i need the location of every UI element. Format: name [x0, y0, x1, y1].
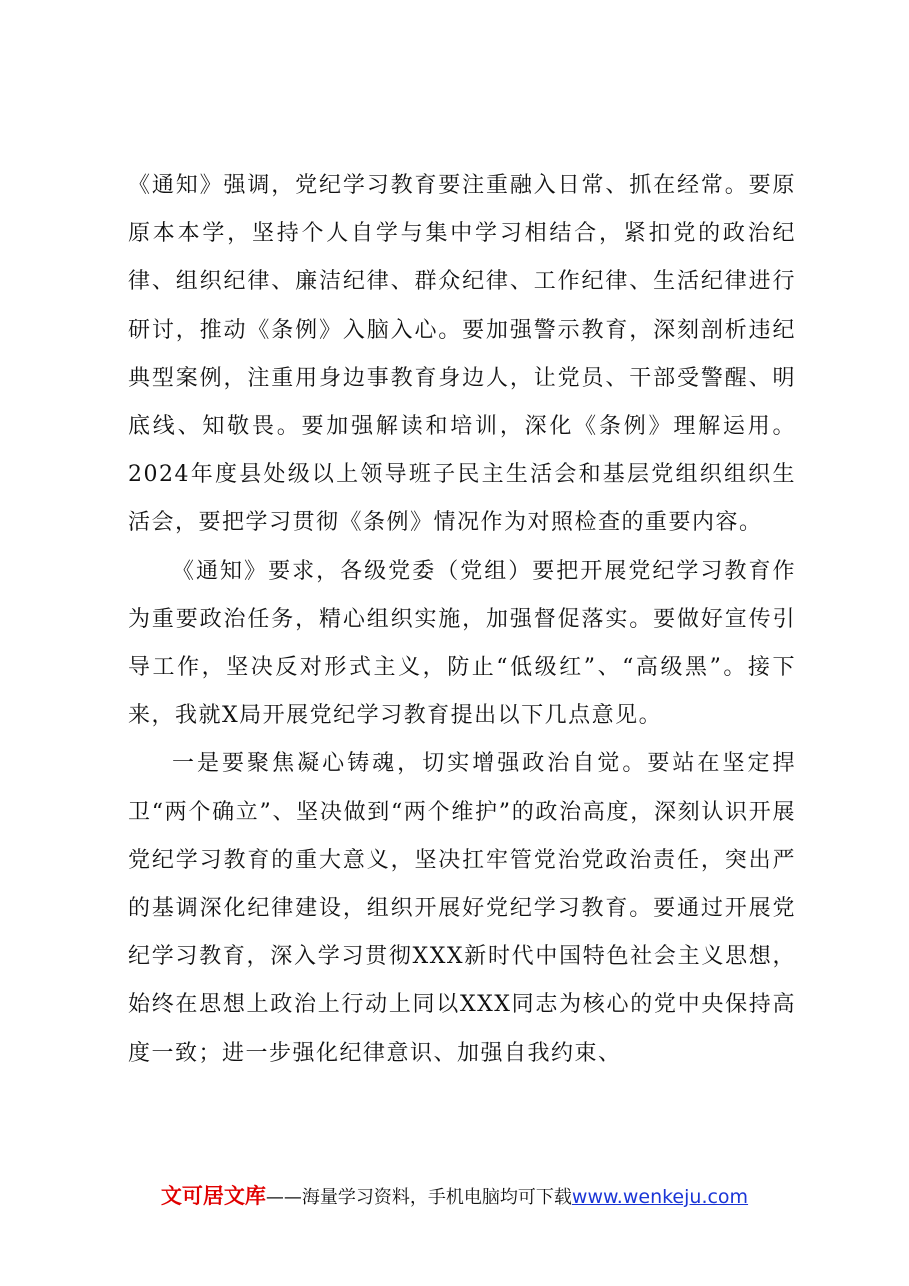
- footer-brand: 文可居文库: [160, 1184, 266, 1208]
- footer-banner: [0, 1180, 909, 1210]
- footer-tagline: ——海量学习资料，手机电脑均可下载: [265, 1187, 572, 1208]
- document-body: [128, 162, 796, 1078]
- footer-url-link[interactable]: www.wenkeju.com: [571, 1186, 749, 1208]
- paragraph-2: 《通知》要求，各级党委（党组）要把开展党纪学习教育作为重要政治任务，精心组织实施，加强督促落实。要做好宣传引导工作，坚决反对形式主义，防止“低级红”、“高级黑”。接下来，我就X局开展党纪学习教育提出以下几点意见。: [128, 558, 796, 729]
- paragraph-1: 《通知》强调，党纪学习教育要注重融入日常、抓在经常。要原原本本学，坚持个人自学与集中学习相结合，紧扣党的政治纪律、组织纪律、廉洁纪律、群众纪律、工作纪律、生活纪律进行研讨，推动《条例》入脑入心。要加强警示教育，深刻剖析违纪典型案例，注重用身边事教育身边人，让党员、干部受警醒、明底线、知敬畏。要加强解读和培训，深化《条例》理解运用。2024年度县处级以上领导班子民主生活会和基层党组织组织生活会，要把学习贯彻《条例》情况作为对照检查的重要内容。: [128, 173, 796, 536]
- paragraph-3: 一是要聚焦凝心铸魂，切实增强政治自觉。要站在坚定捍卫“两个确立”、坚决做到“两个维护”的政治高度，深刻认识开展党纪学习教育的重大意义，坚决扛牢管党治党政治责任，突出严的基调深化纪律建设，组织开展好党纪学习教育。要通过开展党纪学习教育，深入学习贯彻XXX新时代中国特色社会主义思想，始终在思想上政治上行动上同以XXX同志为核心的党中央保持高度一致；进一步强化纪律意识、加强自我约束、: [128, 751, 796, 1066]
